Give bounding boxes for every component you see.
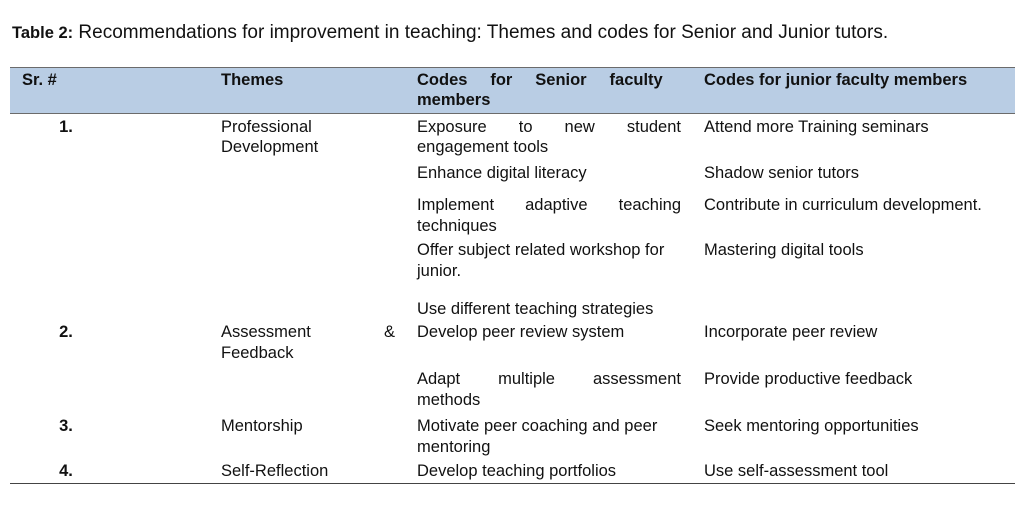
senior-code: Exposure to new student xyxy=(417,118,681,136)
theme-line: Professional xyxy=(221,118,312,136)
junior-code: Provide productive feedback xyxy=(704,370,913,388)
senior-code: mentoring xyxy=(417,438,491,456)
theme-ampersand: & xyxy=(384,323,396,341)
senior-code: Enhance digital literacy xyxy=(417,164,587,182)
junior-code: Incorporate peer review xyxy=(704,323,878,341)
senior-code: Implement adaptive teaching xyxy=(417,196,681,214)
senior-code: Motivate peer coaching and peer xyxy=(417,417,658,435)
junior-code: Contribute in curriculum development. xyxy=(704,196,982,214)
senior-code: techniques xyxy=(417,217,497,235)
senior-code: Adapt multiple assessment xyxy=(417,370,681,388)
header-themes: Themes xyxy=(221,71,284,89)
junior-code: Mastering digital tools xyxy=(704,241,864,259)
caption-text: Recommendations for improvement in teaching: Themes and codes for Senior and Junior tutors. xyxy=(78,22,889,43)
junior-code: Shadow senior tutors xyxy=(704,164,860,182)
row-number: 4. xyxy=(59,462,73,480)
table-caption xyxy=(12,22,888,44)
junior-code: Use self-assessment tool xyxy=(704,462,889,480)
senior-code: Develop peer review system xyxy=(417,323,625,341)
senior-code: Offer subject related workshop for xyxy=(417,241,665,259)
row-number: 2. xyxy=(59,323,73,341)
table-bottom-rule xyxy=(10,483,1015,484)
theme-line: Assessment xyxy=(221,323,311,341)
theme-line: Development xyxy=(221,138,319,156)
theme-line: Self-Reflection xyxy=(221,462,329,480)
senior-code: Use different teaching strategies xyxy=(417,300,654,318)
senior-code: junior. xyxy=(417,262,462,280)
caption-label: Table 2: xyxy=(12,24,74,42)
row-number: 3. xyxy=(59,417,73,435)
theme-line: Feedback xyxy=(221,344,294,362)
junior-code: Attend more Training seminars xyxy=(704,118,929,136)
junior-code: Seek mentoring opportunities xyxy=(704,417,919,435)
row-number: 1. xyxy=(59,118,73,136)
senior-code: methods xyxy=(417,391,481,409)
theme-line: Mentorship xyxy=(221,417,303,435)
header-junior: Codes for junior faculty members xyxy=(704,71,968,89)
senior-code: engagement tools xyxy=(417,138,549,156)
header-senior-line2: members xyxy=(417,91,491,109)
header-sr: Sr. # xyxy=(22,71,57,89)
senior-code: Develop teaching portfolios xyxy=(417,462,617,480)
header-senior-line1: Codes for Senior faculty xyxy=(417,71,663,89)
